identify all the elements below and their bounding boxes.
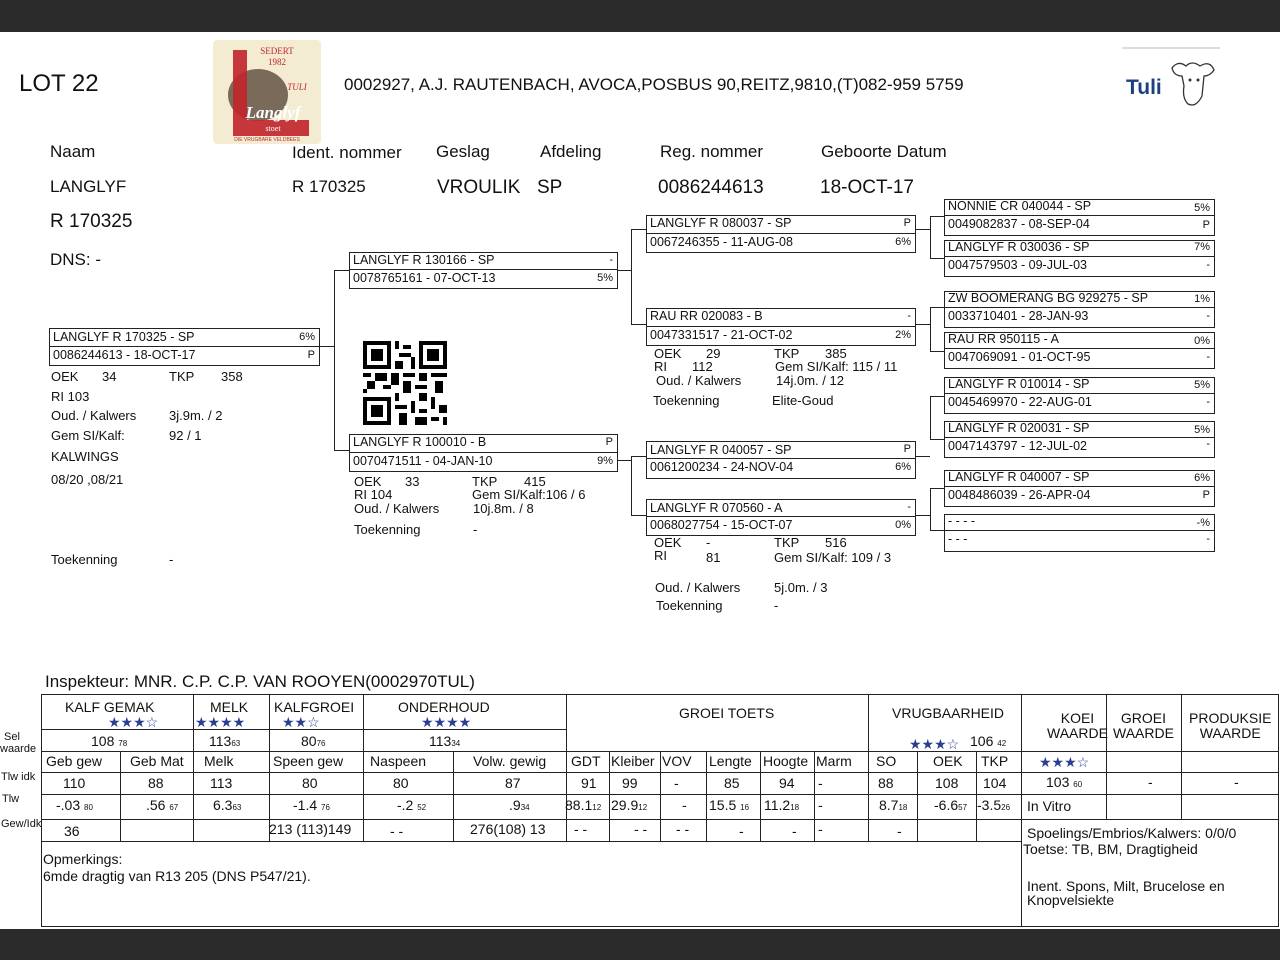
dam-box [349, 434, 618, 472]
idk-hoogte: 94 [779, 775, 795, 791]
subject-oud-label: Oud. / Kalwers [51, 408, 137, 423]
ggp2-line2: 0047579503 - 09-JUL-03 [948, 258, 1087, 272]
col-oek: OEK [933, 753, 963, 769]
col-volw-gewig: Volw. gewig [473, 753, 547, 769]
gp3-pct: 6% [895, 461, 911, 473]
col-hoogte: Hoogte [763, 753, 809, 769]
ggp3-line2: 0033710401 - 28-JAN-93 [948, 309, 1089, 323]
tlw-tkp: -3.526 [977, 797, 1011, 813]
dam-gem: Gem SI/Kalf:106 / 6 [472, 487, 586, 502]
ggp-box-1 [944, 199, 1215, 236]
ggp-box-7 [944, 470, 1215, 507]
tlw-so: 8.718 [879, 797, 908, 813]
subject-ri: RI 103 [51, 389, 90, 404]
logo-brand: Langlyf [245, 103, 301, 122]
langlyf-logo [213, 40, 321, 144]
ggp6-pct: 5% [1194, 424, 1210, 436]
gp2-oek: 29 [706, 346, 721, 361]
group-kalfgroei: KALFGROEI [274, 699, 355, 715]
lot-number: LOT 22 [19, 70, 99, 97]
animal-afdeling: SP [537, 177, 563, 198]
gew-so: - [897, 823, 902, 839]
stars-melk: ★★★★ [195, 714, 246, 730]
ggp8-flag: - [1206, 533, 1210, 545]
label-reg: Reg. nommer [660, 142, 763, 161]
opmerkings-label: Opmerkings: [43, 851, 123, 867]
ggp6-flag: - [1206, 438, 1210, 450]
group-groei-waarde: GROEI WAARDE [1113, 710, 1174, 741]
gew-gdt: - - [574, 821, 588, 837]
gew-geb-gew: 36 [64, 823, 80, 839]
ggp1-line2: 0049082837 - 08-SEP-04 [948, 217, 1090, 231]
ggp3-line1: ZW BOOMERANG BG 929275 - SP [948, 291, 1149, 305]
dam-line1: LANGLYF R 100010 - B [353, 435, 487, 449]
gp4-tkp-label: TKP [774, 535, 800, 550]
ggp-box-5 [944, 377, 1215, 414]
idk-vov: - [674, 775, 679, 791]
gew-volw-gewig: 276(108) 13 [470, 821, 546, 837]
tlw-naspeen: -.2 52 [397, 797, 427, 813]
animal-reg: 0086244613 [658, 177, 764, 198]
opmerkings-text: 6mde dragtig van R13 205 (DNS P547/21). [43, 868, 311, 884]
idk-oek: 108 [935, 775, 959, 791]
qr-code [362, 341, 448, 425]
sel-vrugbaarheid: 106 42 [970, 733, 1007, 749]
tlw-vov: - [682, 797, 687, 813]
idk-kleiber: 99 [622, 775, 638, 791]
dam-oek: 33 [405, 474, 420, 489]
gp2-ri-label: RI [654, 359, 667, 374]
logo-tuli: TULI [287, 82, 307, 92]
gew-kleiber: - - [634, 821, 648, 837]
sel-kalfgroei: 8076 [301, 733, 326, 749]
tlw-volw-gewig: .934 [509, 797, 530, 813]
subject-line2: 0086244613 - 18-OCT-17 [53, 348, 196, 362]
col-geb-mat: Geb Mat [130, 753, 184, 769]
subject-box [49, 328, 320, 366]
sire-line2: 0078765161 - 07-OCT-13 [353, 271, 496, 285]
gp4-ri-label: RI [654, 548, 667, 563]
gp4-line2: 0068027754 - 15-OCT-07 [650, 518, 793, 532]
group-kalf-gemak: KALF GEMAK [65, 699, 155, 715]
logo-motto: DIE VRUGBARE VELDBEES [234, 137, 300, 143]
idk-produksie: - [1234, 774, 1239, 790]
tlw-oek: -6.657 [934, 797, 968, 813]
gp4-oek-label: OEK [654, 535, 682, 550]
ggp1-line1: NONNIE CR 040044 - SP [948, 199, 1092, 213]
subject-gem-label: Gem SI/Kalf: [51, 428, 125, 443]
idk-koei: 103 60 [1046, 774, 1083, 790]
col-tkp: TKP [981, 753, 1009, 769]
gp3-line2: 0061200234 - 24-NOV-04 [650, 460, 794, 474]
ggp2-pct: 7% [1194, 241, 1210, 253]
gew-lengte: - [739, 823, 744, 839]
gp4-pct: 0% [895, 519, 911, 531]
ggp4-pct: 0% [1194, 335, 1210, 347]
tlw-geb-mat: .56 67 [146, 797, 179, 813]
gp2-ri: 112 [692, 359, 713, 374]
logo-year: 1982 [268, 57, 286, 67]
ggp1-flag: P [1202, 219, 1210, 231]
inent-line2: Knopvelsiekte [1027, 892, 1115, 908]
ggp6-line2: 0047143797 - 12-JUL-02 [948, 439, 1087, 453]
sel-onderhoud: 11334 [429, 733, 461, 749]
gew-marm: - [818, 821, 823, 837]
stars-onderhoud: ★★★★ [421, 714, 472, 730]
idk-geb-gew: 110 [63, 775, 86, 791]
tlw-gdt: 88.112 [565, 797, 602, 813]
owner-line: 0002927, A.J. RAUTENBACH, AVOCA,POSBUS 90,REITZ,9810,(T)082-959 5759 [344, 75, 964, 94]
gp1-line1: LANGLYF R 080037 - SP [650, 216, 792, 230]
gp4-oek: - [706, 535, 711, 550]
logo-stoet: stoet [265, 124, 281, 133]
tlw-geb-gew: -.03 80 [56, 797, 93, 813]
sel-melk: 11363 [209, 733, 241, 749]
col-speen-gew: Speen gew [273, 753, 344, 769]
ggp5-line1: LANGLYF R 010014 - SP [948, 377, 1090, 391]
col-so: SO [876, 753, 897, 769]
animal-ident: R 170325 [292, 177, 366, 196]
ggp-box-8 [944, 514, 1215, 552]
idk-melk: 113 [210, 775, 233, 791]
subject-kalwings-dates: 08/20 ,08/21 [51, 472, 124, 487]
ggp4-flag: - [1206, 351, 1210, 363]
row-label-waarde: waarde [0, 743, 37, 755]
gp-box-3 [646, 441, 916, 479]
subject-pct: 6% [299, 331, 315, 343]
ggp4-line1: RAU RR 950115 - A [948, 332, 1059, 346]
gp2-oud-label: Oud. / Kalwers [656, 373, 742, 388]
gp2-toekenning: Elite-Goud [772, 393, 834, 408]
gew-speen-gew: 213 (113)149 [269, 821, 352, 837]
ggp2-flag: - [1206, 259, 1210, 271]
gp4-flag: - [907, 501, 911, 513]
group-onderhoud: ONDERHOUD [398, 699, 490, 715]
dam-oek-label: OEK [354, 474, 382, 489]
tuli-logo [1112, 46, 1222, 116]
stars-kalfgroei: ★★☆ [282, 714, 320, 730]
animal-geslag: VROULIK [437, 177, 521, 198]
col-naspeen: Naspeen [370, 753, 427, 769]
toetse: Toetse: TB, BM, Dragtigheid [1023, 841, 1198, 857]
ggp8-pct: -% [1196, 517, 1210, 529]
gew-hoogte: - [792, 823, 797, 839]
tlw-lengte: 15.5 16 [709, 797, 750, 813]
stars-kalf-gemak: ★★★☆ [108, 714, 159, 730]
performance-table [41, 694, 1279, 927]
label-afdeling: Afdeling [540, 142, 602, 161]
dam-pct: 9% [597, 455, 613, 467]
subject-oek: 34 [102, 369, 117, 384]
subject-tkp: 358 [221, 369, 243, 384]
sire-line1: LANGLYF R 130166 - SP [353, 253, 495, 267]
ggp7-line1: LANGLYF R 040007 - SP [948, 470, 1090, 484]
gp2-tkp: 385 [825, 346, 847, 361]
idk-so: 88 [878, 775, 894, 791]
dam-tkp: 415 [524, 474, 546, 489]
idk-geb-mat: 88 [148, 775, 164, 791]
col-vov: VOV [662, 753, 692, 769]
ggp8-line1: - - - - [948, 514, 976, 528]
sire-box [349, 252, 618, 289]
ggp3-pct: 1% [1194, 293, 1210, 305]
gp4-ri: 81 [706, 550, 721, 565]
row-label-tlw-idk: Tlw idk [1, 771, 36, 783]
col-geb-gew: Geb gew [46, 753, 103, 769]
top-bar [0, 0, 1280, 32]
ggp7-pct: 6% [1194, 472, 1210, 484]
subject-oud: 3j.9m. / 2 [169, 408, 223, 423]
group-vrugbaarheid: VRUGBAARHEID [892, 705, 1005, 721]
idk-naspeen: 80 [393, 775, 409, 791]
ggp6-line1: LANGLYF R 020031 - SP [948, 421, 1090, 435]
row-label-gew-idk: Gew/Idk [1, 818, 42, 830]
gp4-tkp: 516 [825, 535, 847, 550]
dam-oud: 10j.8m. / 8 [473, 501, 534, 516]
dam-toekenning: - [473, 522, 478, 537]
dam-toekenning-label: Toekenning [354, 522, 421, 537]
animal-ident-2: R 170325 [50, 211, 133, 232]
gp2-line2: 0047331517 - 21-OCT-02 [650, 328, 793, 342]
gp1-flag: P [903, 217, 911, 229]
ggp5-line2: 0045469970 - 22-AUG-01 [948, 395, 1092, 409]
group-koei-waarde: KOEI WAARDE [1047, 710, 1108, 741]
idk-tkp: 104 [983, 775, 1007, 791]
gp2-oud: 14j.0m. / 12 [776, 373, 844, 388]
logo-sedert: SEDERT [260, 46, 294, 56]
ggp5-flag: - [1206, 396, 1210, 408]
subject-flag: P [307, 349, 315, 361]
tlw-melk: 6.363 [213, 797, 242, 813]
subject-toekenning: - [169, 552, 174, 567]
ggp1-pct: 5% [1194, 202, 1210, 214]
col-gdt: GDT [571, 753, 601, 769]
sire-pct: 5% [597, 272, 613, 284]
idk-groei: - [1148, 774, 1153, 790]
subject-oek-label: OEK [51, 369, 79, 384]
gp4-gem: Gem SI/Kalf: 109 / 3 [774, 550, 892, 565]
dam-flag: P [605, 436, 613, 448]
group-melk: MELK [210, 699, 249, 715]
idk-volw-gewig: 87 [505, 775, 521, 791]
gp4-line1: LANGLYF R 070560 - A [650, 501, 783, 515]
ggp5-pct: 5% [1194, 379, 1210, 391]
ggp-box-2 [944, 240, 1215, 277]
row-label-sel: Sel [4, 731, 20, 743]
label-geboorte: Geboorte Datum [821, 142, 947, 161]
label-geslag: Geslag [436, 142, 490, 161]
dam-tkp-label: TKP [472, 474, 498, 489]
tlw-hoogte: 11.218 [764, 797, 800, 813]
idk-marm: - [818, 775, 823, 791]
row-label-tlw: Tlw [2, 793, 20, 805]
in-vitro: In Vitro [1027, 798, 1072, 814]
col-lengte: Lengte [709, 753, 752, 769]
gp2-line1: RAU RR 020083 - B [650, 309, 763, 323]
ggp-box-6 [944, 421, 1215, 458]
stars-vrugbaarheid: ★★★☆ [909, 736, 960, 752]
gp3-line1: LANGLYF R 040057 - SP [650, 443, 792, 457]
dam-oud-label: Oud. / Kalwers [354, 501, 440, 516]
ggp-box-3 [944, 291, 1215, 328]
gp2-gem: Gem SI/Kalf: 115 / 11 [775, 359, 898, 374]
dam-line2: 0070471511 - 04-JAN-10 [353, 454, 493, 468]
idk-gdt: 91 [581, 775, 597, 791]
tlw-speen-gew: -1.4 76 [293, 797, 330, 813]
gp4-toekenning-label: Toekenning [656, 598, 723, 613]
sire-flag: - [609, 254, 613, 266]
tlw-marm: - [818, 797, 823, 813]
gp2-tkp-label: TKP [774, 346, 800, 361]
ggp3-flag: - [1206, 310, 1210, 322]
gp2-flag: - [907, 310, 911, 322]
stars-koei: ★★★☆ [1039, 754, 1090, 770]
bottom-bar [0, 929, 1280, 960]
gp1-line2: 0067246355 - 11-AUG-08 [650, 235, 793, 249]
col-marm: Marm [816, 753, 852, 769]
animal-dns: DNS: - [50, 250, 101, 269]
gp-box-2 [646, 308, 916, 346]
gew-naspeen: - - [390, 823, 404, 839]
inent-line1: Inent. Spons, Milt, Brucelose en [1027, 878, 1225, 894]
ggp7-line2: 0048486039 - 26-APR-04 [948, 488, 1091, 502]
spoelings: Spoelings/Embrios/Kalwers: 0/0/0 [1027, 825, 1237, 841]
animal-naam: LANGLYF [50, 177, 127, 196]
gp4-oud-label: Oud. / Kalwers [655, 580, 741, 595]
animal-geboorte: 18-OCT-17 [820, 177, 914, 198]
subject-line1: LANGLYF R 170325 - SP [53, 330, 195, 344]
subject-kalwings: KALWINGS [51, 449, 119, 464]
gp4-toekenning: - [774, 598, 779, 613]
subject-gem: 92 / 1 [169, 428, 202, 443]
gp2-pct: 2% [895, 329, 911, 341]
ggp2-line1: LANGLYF R 030036 - SP [948, 240, 1090, 254]
dam-ri: RI 104 [354, 487, 393, 502]
gp2-toekenning-label: Toekenning [653, 393, 720, 408]
idk-speen-gew: 80 [302, 775, 318, 791]
ggp7-flag: P [1202, 489, 1210, 501]
ggp8-line2: - - - [948, 532, 968, 546]
gp-box-4 [646, 499, 916, 536]
gp2-oek-label: OEK [654, 346, 682, 361]
gew-vov: - - [676, 821, 690, 837]
subject-tkp-label: TKP [169, 369, 195, 384]
sel-kalf-gemak: 108 78 [91, 733, 128, 749]
group-produksie-waarde: PRODUKSIE WAARDE [1189, 710, 1272, 741]
tuli-logo-text: Tuli [1126, 76, 1162, 99]
ggp4-line2: 0047069091 - 01-OCT-95 [948, 350, 1091, 364]
gp3-flag: P [903, 443, 911, 455]
col-kleiber: Kleiber [611, 753, 655, 769]
label-naam: Naam [50, 142, 96, 161]
label-ident: Ident. nommer [292, 143, 402, 162]
subject-toekenning-label: Toekenning [51, 552, 118, 567]
tlw-kleiber: 29.912 [611, 797, 648, 813]
inspector: Inspekteur: MNR. C.P. C.P. VAN ROOYEN(0002970TUL) [45, 672, 475, 691]
idk-lengte: 85 [724, 775, 740, 791]
gp4-oud: 5j.0m. / 3 [774, 580, 828, 595]
group-groei-toets: GROEI TOETS [679, 705, 775, 721]
gp-box-1 [646, 215, 916, 253]
ggp-box-4 [944, 332, 1215, 369]
col-melk: Melk [204, 753, 234, 769]
gp1-pct: 6% [895, 236, 911, 248]
